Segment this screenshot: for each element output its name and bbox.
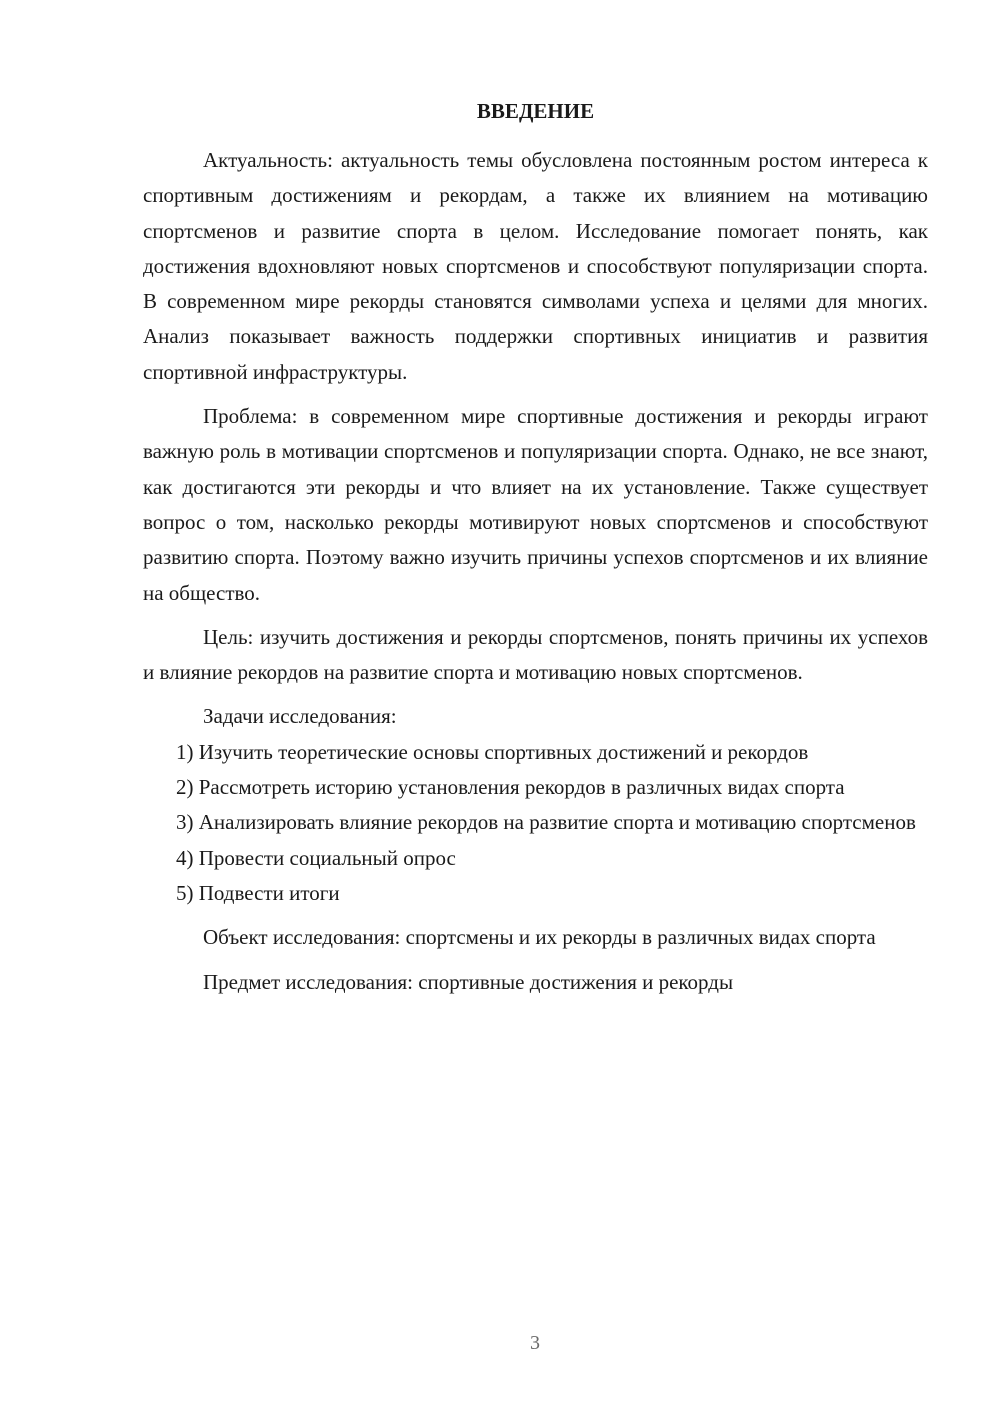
paragraph-object: Объект исследования: спортсмены и их рекорды в различных видах спорта <box>203 925 876 950</box>
task-item-4: 4) Провести социальный опрос <box>176 845 456 870</box>
document-body <box>143 143 928 1000</box>
page-number: 3 <box>530 1332 540 1354</box>
paragraph-goal: Цель: изучить достижения и рекорды спортсменов, понять причины их успехов и влияние рекордов на развитие спорта и мотивацию новых спортсменов. <box>143 624 928 685</box>
task-item-3: 3) Анализировать влияние рекордов на развитие спорта и мотивацию спортсменов <box>176 810 916 835</box>
page-title: ВВЕДЕНИЕ <box>476 99 595 123</box>
tasks-heading: Задачи исследования: <box>203 704 397 729</box>
paragraph-problem: Проблема: в современном мире спортивные достижения и рекорды играют важную роль в мотивации спортсменов и популяризации спорта. Однако, не все знают, как достигаются эти рекорды и что влияет на их установление. Также существует вопрос о том, насколько рекорды мотивируют новых спортсменов и способствуют развитию спорта. Поэтому важно изучить причины успехов спортсменов и их влияние на общество. <box>143 404 928 605</box>
task-item-1: 1) Изучить теоретические основы спортивных достижений и рекордов <box>176 739 809 764</box>
paragraph-subject: Предмет исследования: спортивные достижения и рекорды <box>203 969 734 994</box>
paragraph-relevance: Актуальность: актуальность темы обусловлена постоянным ростом интереса к спортивным достижениям и рекордам, а также их влиянием на мотивацию спортсменов и развитие спорта в целом. Исследование помогает понять, как достижения вдохновляют новых спортсменов и способствуют популяризации спорта. В современном мире рекорды становятся символами успеха и целями для многих. Анализ показывает важность поддержки спортивных инициатив и развития спортивной инфраструктуры. <box>143 148 928 384</box>
task-item-2: 2) Рассмотреть историю установления рекордов в различных видах спорта <box>176 775 845 800</box>
task-item-5: 5) Подвести итоги <box>176 880 340 905</box>
